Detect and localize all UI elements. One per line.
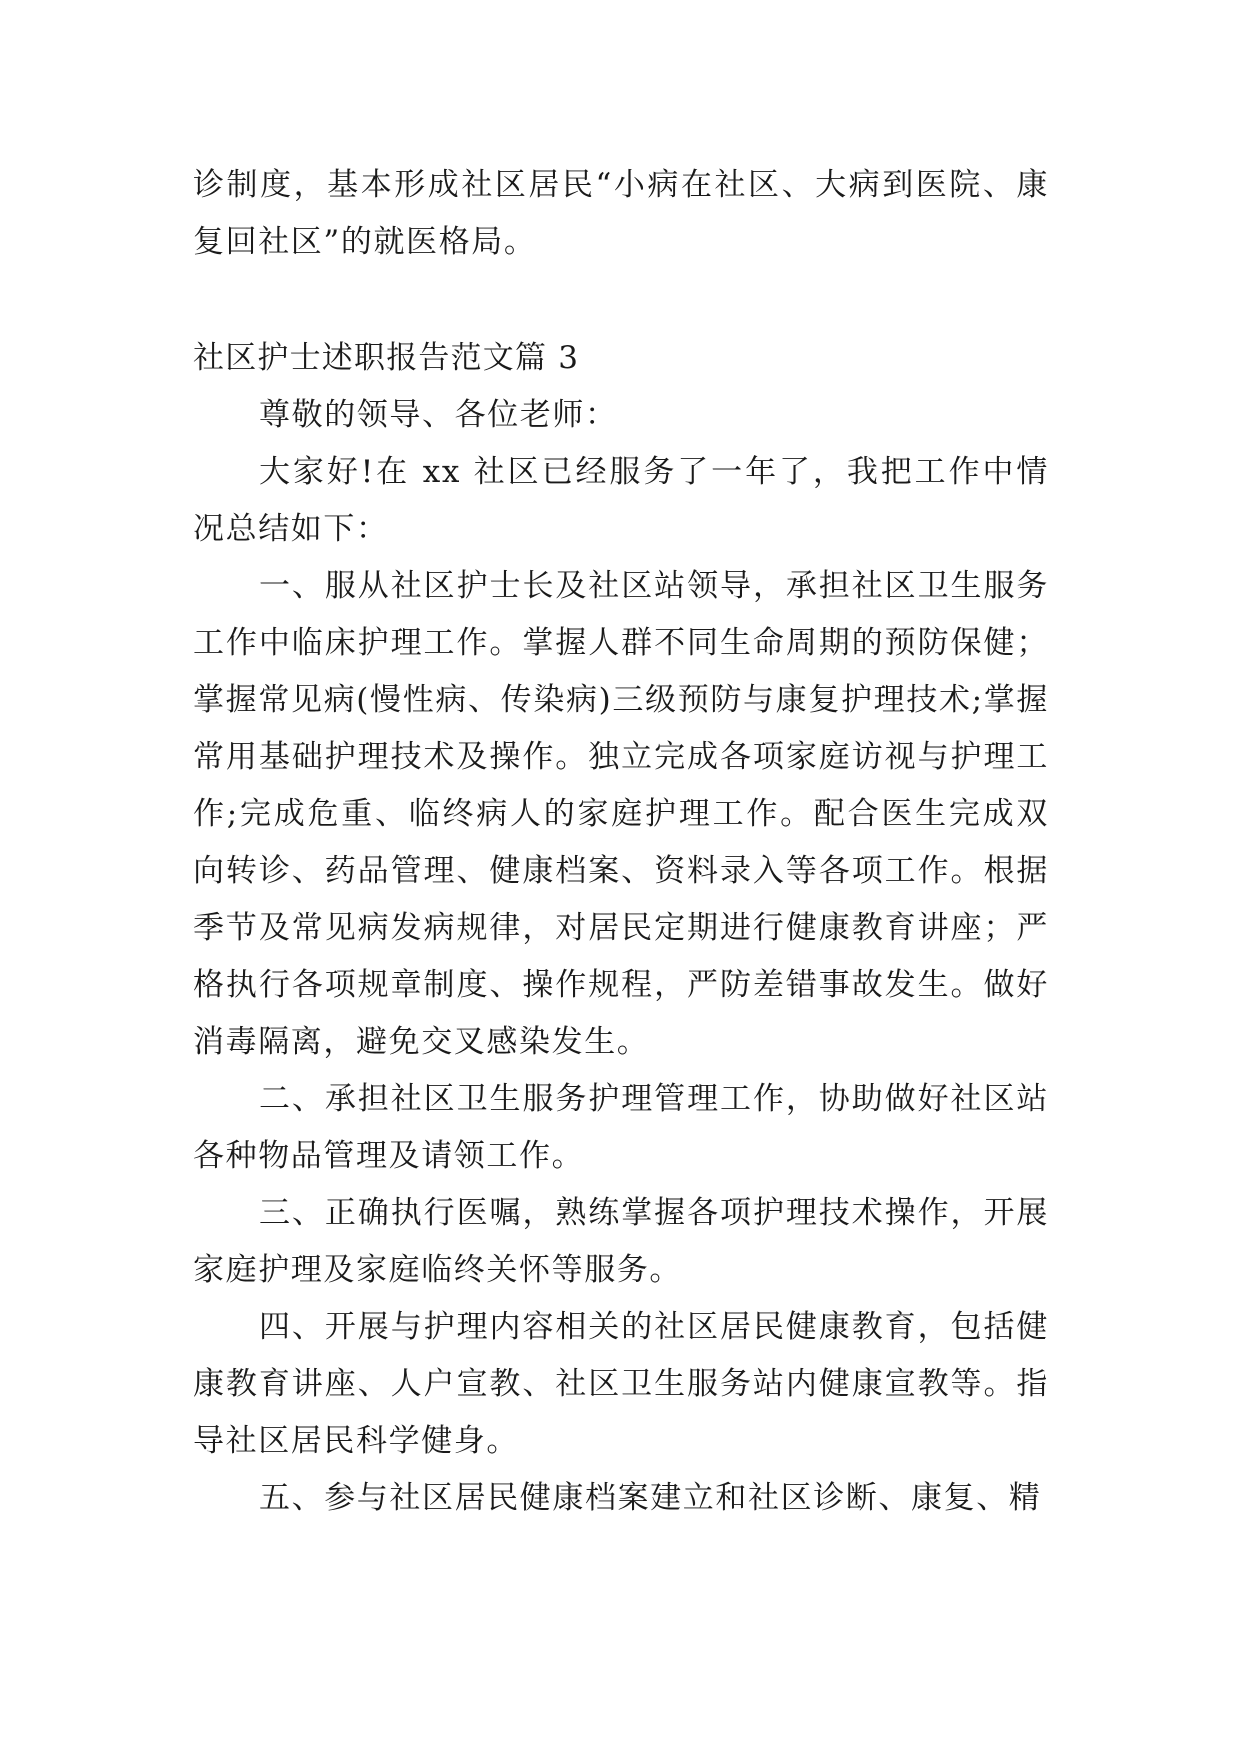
- paragraph-item-2: 二、承担社区卫生服务护理管理工作，协助做好社区站各种物品管理及请领工作。: [193, 1081, 1049, 1174]
- continuation-block: [193, 157, 1049, 271]
- salutation: 尊敬的领导、各位老师：: [259, 397, 618, 433]
- paragraph-item-3: 三、正确执行医嘱，熟练掌握各项护理技术操作，开展家庭护理及家庭临终关怀等服务。: [193, 1195, 1049, 1288]
- report-section: [193, 330, 1049, 1527]
- paragraph-item-1: 一、服从社区护士长及社区站领导，承担社区卫生服务工作中临床护理工作。掌握人群不同生命周期的预防保健；掌握常见病(慢性病、传染病)三级预防与康复护理技术;掌握常用基础护理技术及操作。独立完成各项家庭访视与护理工作;完成危重、临终病人的家庭护理工作。配合医生完成双向转诊、药品管理、健康档案、资料录入等各项工作。根据季节及常见病发病规律，对居民定期进行健康教育讲座；严格执行各项规章制度、操作规程，严防差错事故发生。做好消毒隔离，避免交叉感染发生。: [193, 568, 1049, 1060]
- section-title: 社区护士述职报告范文篇 3: [193, 340, 580, 376]
- paragraph-item-5: 五、参与社区居民健康档案建立和社区诊断、康复、精: [259, 1480, 1042, 1516]
- paragraph-item-4: 四、开展与护理内容相关的社区居民健康教育，包括健康教育讲座、人户宣教、社区卫生服务站内健康宣教等。指导社区居民科学健身。: [193, 1309, 1049, 1459]
- paragraph-greeting: 大家好!在 xx 社区已经服务了一年了，我把工作中情况总结如下：: [193, 454, 1049, 547]
- continuation-paragraph: 诊制度，基本形成社区居民“小病在社区、大病到医院、康复回社区”的就医格局。: [193, 167, 1049, 260]
